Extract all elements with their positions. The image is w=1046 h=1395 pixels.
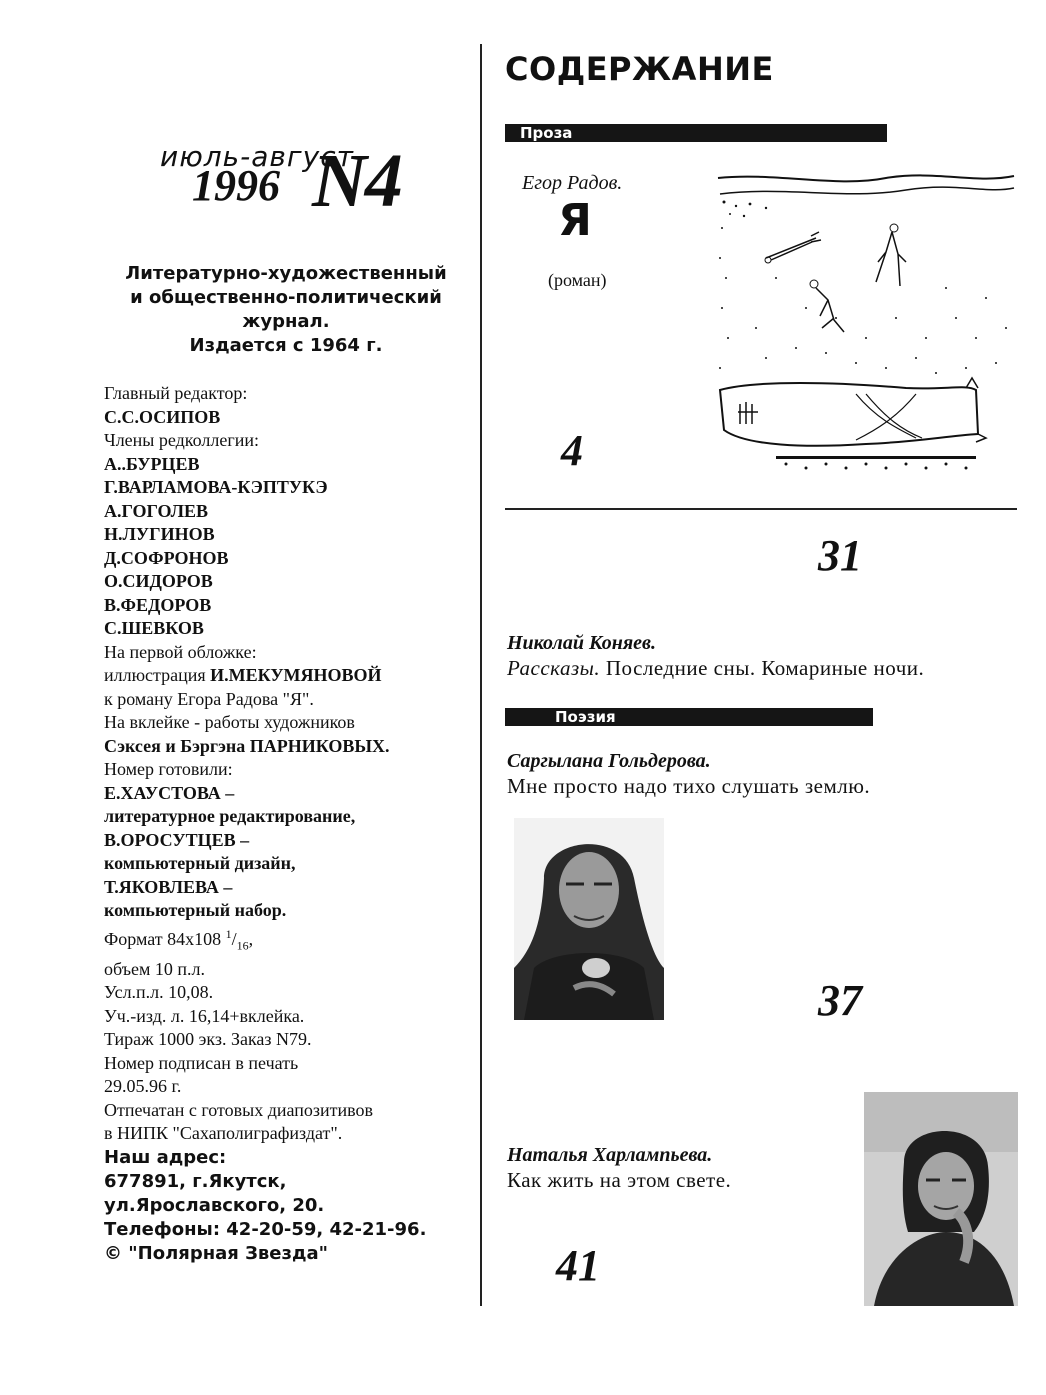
entry-work: Мне просто надо тихо слушать землю. xyxy=(507,774,871,798)
issue-year: 1996 xyxy=(192,161,280,210)
prose-section-label: Проза xyxy=(520,124,573,142)
board-member: А..БУРЦЕВ xyxy=(104,453,200,474)
subtitle-line: и общественно-политический xyxy=(130,287,442,308)
insert-label: На вклейке - работы художников xyxy=(104,712,355,732)
detail-line: Усл.п.л. 10,08. xyxy=(104,982,214,1003)
board-member: Н.ЛУГИНОВ xyxy=(104,524,215,544)
prepared-label: Номер готовили: xyxy=(104,759,233,779)
cover-prefix: иллюстрация xyxy=(104,665,211,685)
section-rule xyxy=(505,508,1017,510)
entry-page: 31 xyxy=(818,531,862,580)
author-portrait-photo xyxy=(864,1092,1018,1306)
staff-line: компьютерный набор. xyxy=(104,900,287,920)
author-portrait-photo xyxy=(514,818,664,1020)
issue-number: N4 xyxy=(312,139,401,223)
contents-title: СОДЕРЖАНИЕ xyxy=(505,50,774,88)
subtitle-line: журнал. xyxy=(242,311,330,332)
address-line: Наш адрес: xyxy=(104,1146,227,1168)
entry-work: Как жить на этом свете. xyxy=(507,1168,732,1192)
insert-artists: Сэксея и Бэргэна ПАРНИКОВЫХ. xyxy=(104,735,390,756)
format-prefix: Формат 84x108 xyxy=(104,928,226,949)
entry-work-italic: Рассказы. xyxy=(507,656,601,680)
subtitle-line: Издается с 1964 г. xyxy=(189,335,383,356)
cover-line-2: к роману Егора Радова "Я". xyxy=(104,688,314,709)
detail-line: Уч.-изд. л. 16,14+вклейка. xyxy=(104,1005,305,1026)
cover-artist: И.МЕКУМЯНОВОЙ xyxy=(210,665,382,685)
board-member: Д.СОФРОНОВ xyxy=(104,547,229,568)
entry-author: Николай Коняев. xyxy=(507,632,656,654)
entry-work: Я xyxy=(558,195,592,246)
entry-work xyxy=(507,656,924,681)
cover-line xyxy=(104,664,484,688)
board-member: В.ФЕДОРОВ xyxy=(104,594,212,615)
detail-line: Номер подписан в печать xyxy=(104,1052,299,1073)
format-numerator: 1 xyxy=(225,926,232,941)
entry-page: 41 xyxy=(556,1241,600,1290)
entry-page: 37 xyxy=(818,976,862,1025)
format-line: Формат 84x108 $^1/_{16}$, xyxy=(104,926,254,953)
entry-page: 4 xyxy=(561,426,583,475)
journal-subtitle xyxy=(100,262,472,358)
address-line: ул.Ярославского, 20. xyxy=(104,1194,325,1216)
cover-label: На первой обложке: xyxy=(104,641,257,662)
board-member: Г.ВАРЛАМОВА-КЭПТУКЭ xyxy=(104,477,328,497)
detail-line: 29.05.96 г. xyxy=(104,1076,182,1097)
entry-author: Наталья Харлампьева. xyxy=(507,1144,713,1166)
board-member: С.ШЕВКОВ xyxy=(104,618,204,638)
format-denominator: 16 xyxy=(236,938,249,953)
issue-months: июль-август xyxy=(160,140,354,173)
cover-sketch-illustration xyxy=(716,168,1016,486)
board-member: А.ГОГОЛЕВ xyxy=(104,500,209,521)
imprint-block xyxy=(104,382,484,1266)
staff-line: литературное редактирование, xyxy=(104,806,356,826)
poetry-section-label: Поэзия xyxy=(555,708,616,726)
address-line: 677891, г.Якутск, xyxy=(104,1170,287,1192)
entry-genre: (роман) xyxy=(548,270,607,290)
editor-name: С.С.ОСИПОВ xyxy=(104,406,221,427)
staff-line: компьютерный дизайн, xyxy=(104,853,296,873)
detail-line: Отпечатан с готовых диапозитивов xyxy=(104,1099,374,1120)
staff-line: Е.ХАУСТОВА – xyxy=(104,782,235,803)
detail-line: Тираж 1000 экз. Заказ N79. xyxy=(104,1029,312,1050)
entry-work-titles: Последние сны. Комариные ночи. xyxy=(600,656,925,680)
subtitle-line: Литературно-художественный xyxy=(125,263,447,284)
detail-line: в НИПК "Сахаполиграфиздат". xyxy=(104,1123,343,1144)
format-suffix: , xyxy=(248,928,254,949)
staff-line: В.ОРОСУТЦЕВ – xyxy=(104,829,250,850)
staff-line: Т.ЯКОВЛЕВА – xyxy=(104,876,233,897)
detail-line: объем 10 п.л. xyxy=(104,958,206,979)
board-member: О.СИДОРОВ xyxy=(104,571,213,591)
entry-author: Саргылана Гольдерова. xyxy=(507,750,711,772)
address-line: Телефоны: 42-20-59, 42-21-96. xyxy=(104,1218,427,1240)
column-divider xyxy=(480,44,482,1306)
address-line: © "Полярная Звезда" xyxy=(104,1242,329,1264)
editor-label: Главный редактор: xyxy=(104,383,248,403)
entry-author: Егор Радов. xyxy=(522,172,623,194)
board-label: Члены редколлегии: xyxy=(104,430,260,450)
